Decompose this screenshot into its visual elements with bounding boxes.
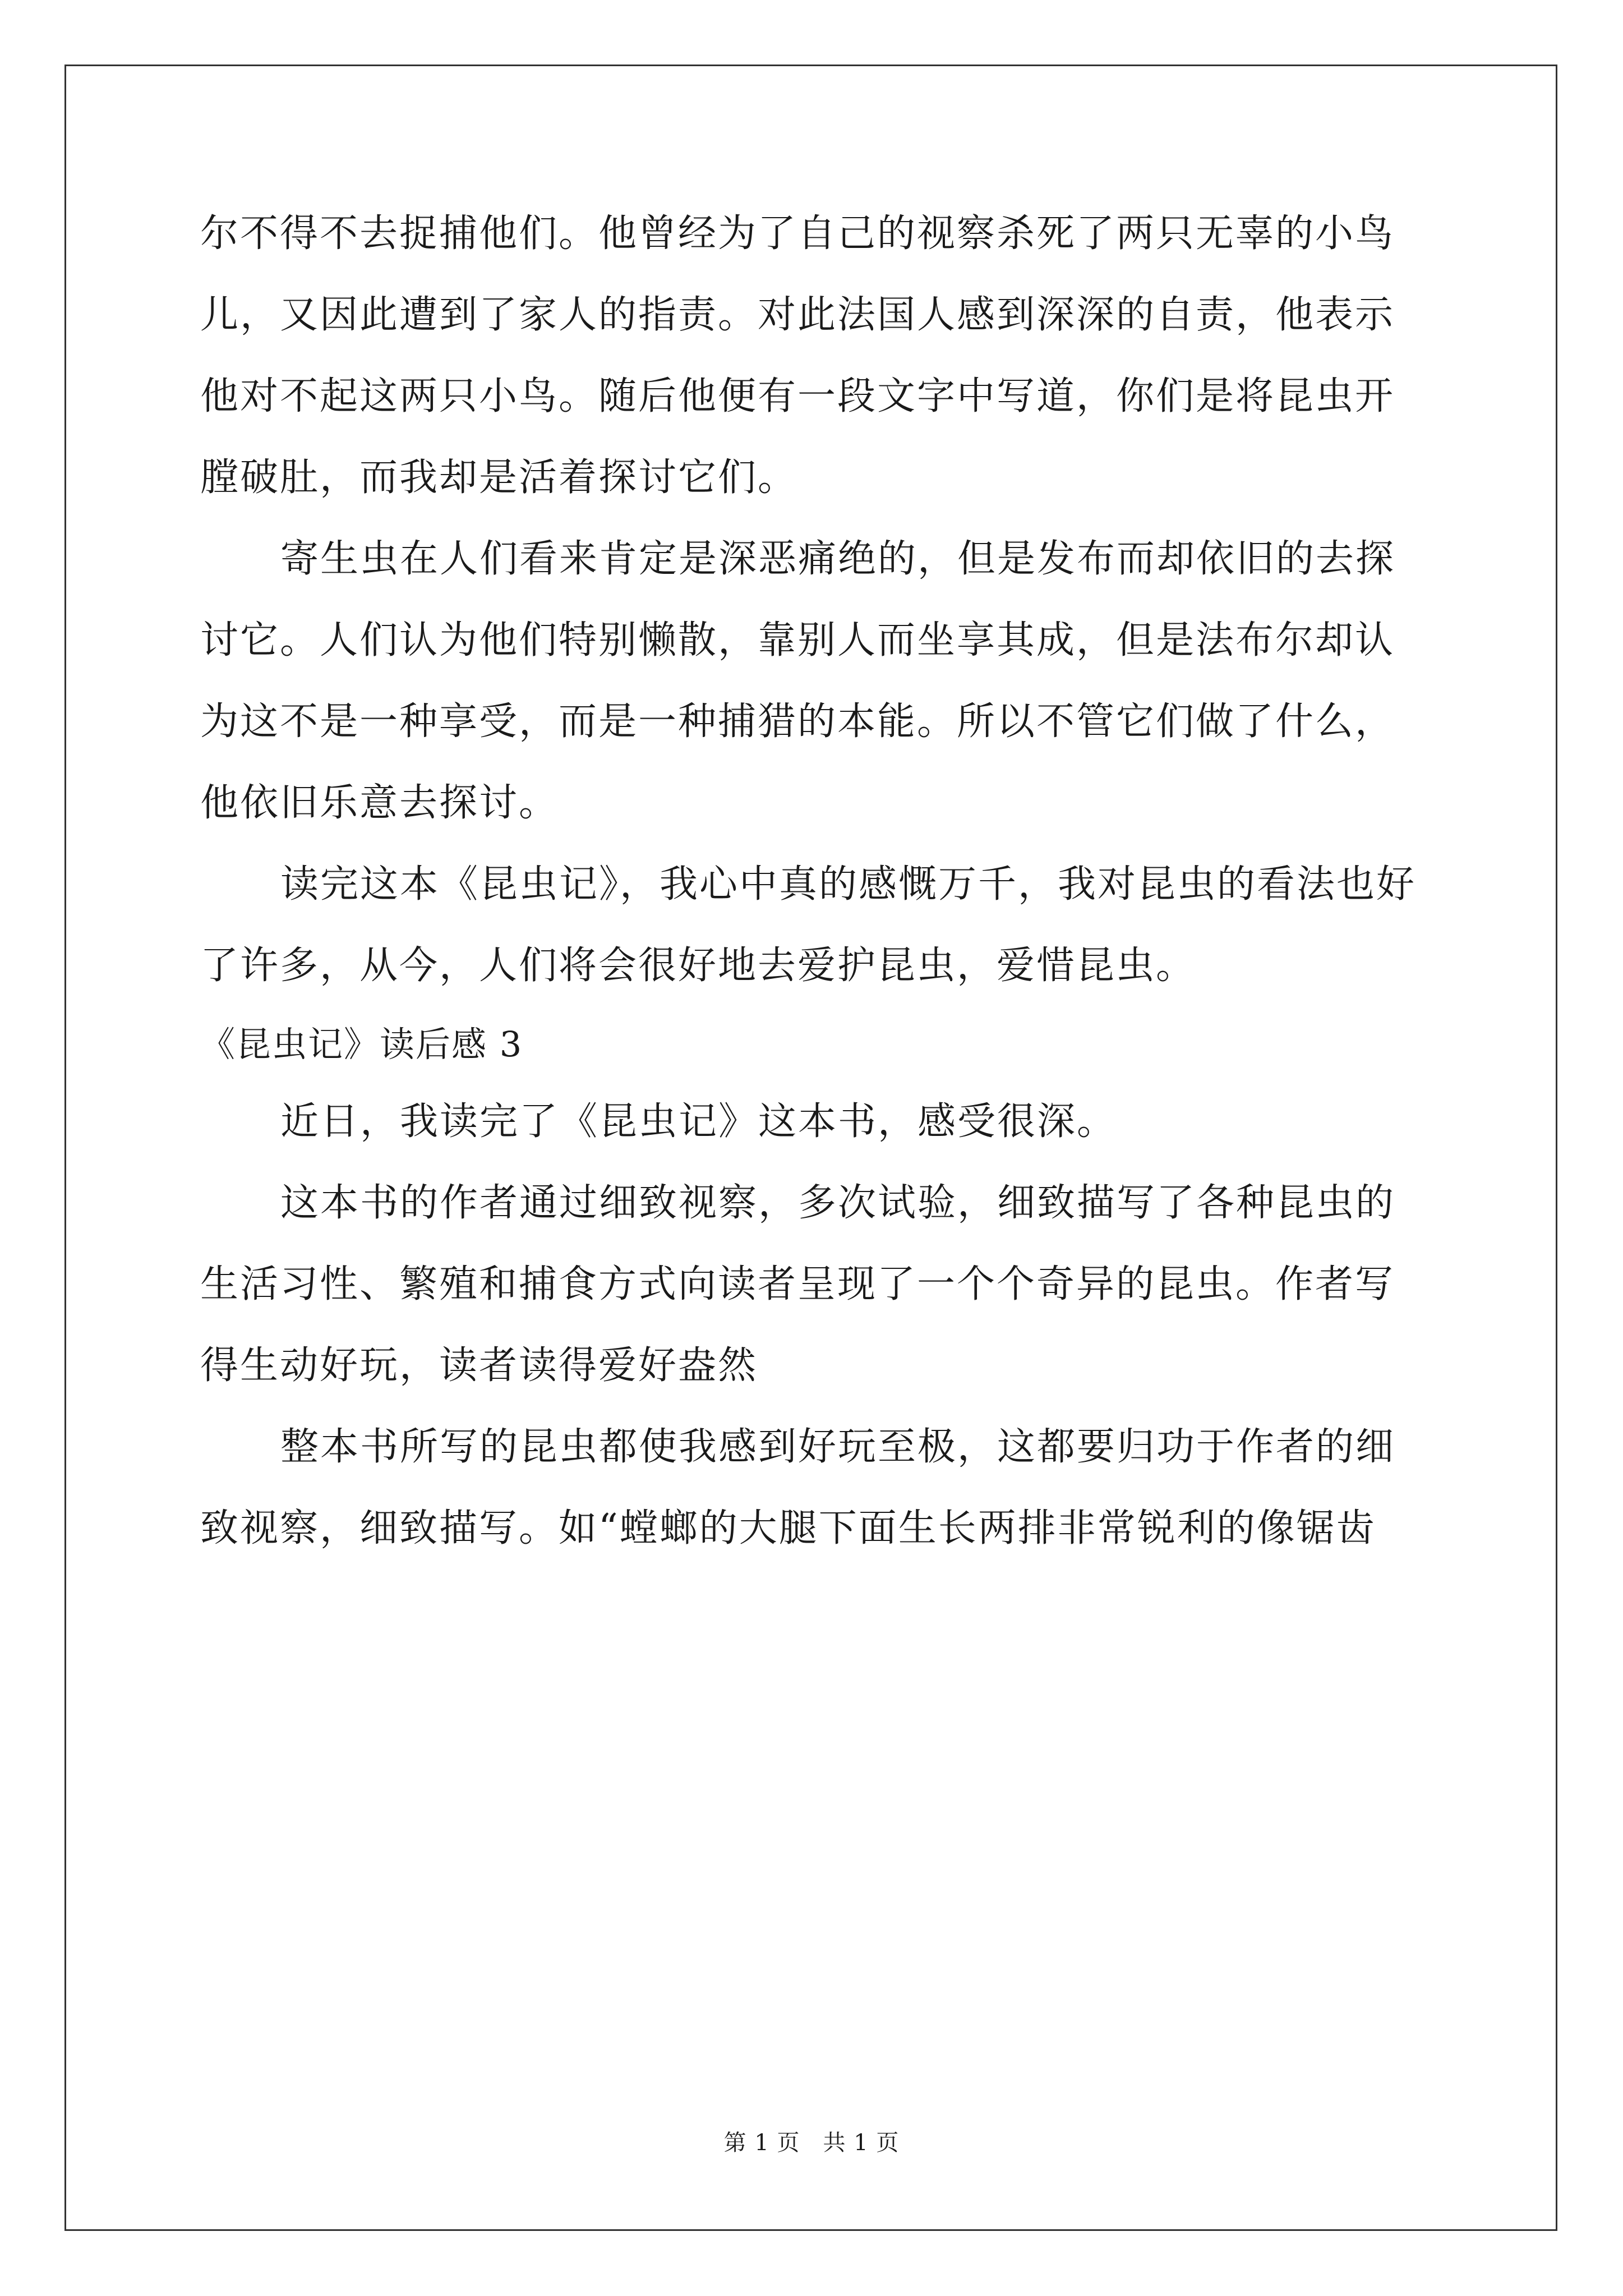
text-line: 儿，又因此遭到了家人的指责。对此法国人感到深深的自责，他表示 xyxy=(200,293,1395,337)
text-line: 生活习性、繁殖和捕食方式向读者呈现了一个个奇异的昆虫。作者写 xyxy=(200,1262,1395,1306)
text-line: 致视察，细致描写。如“螳螂的大腿下面生长两排非常锐利的像锯齿 xyxy=(200,1506,1376,1550)
paragraph-first-line: 整本书所写的昆虫都使我感到好玩至极，这都要归功于作者的细 xyxy=(280,1425,1396,1469)
page-number-footer: 第 1 页 共 1 页 xyxy=(723,2130,900,2156)
text-line: 为这不是一种享受，而是一种捕猎的本能。所以不管它们做了什么， xyxy=(200,700,1395,744)
paragraph-first-line: 寄生虫在人们看来肯定是深恶痛绝的，但是发布而却依旧的去探 xyxy=(280,537,1396,581)
text-line: 了许多，从今，人们将会很好地去爱护昆虫，爱惜昆虫。 xyxy=(200,944,1196,988)
paragraph-first-line: 读完这本《昆虫记》，我心中真的感慨万千，我对昆虫的看法也好 xyxy=(280,862,1417,907)
section-heading: 《昆虫记》读后感 3 xyxy=(200,1024,523,1065)
paragraph-first-line: 近日，我读完了《昆虫记》这本书，感受很深。 xyxy=(280,1099,1117,1144)
paragraph-first-line: 这本书的作者通过细致视察，多次试验，细致描写了各种昆虫的 xyxy=(280,1181,1396,1225)
text-line: 他对不起这两只小鸟。随后他便有一段文字中写道，你们是将昆虫开 xyxy=(200,374,1395,418)
text-line: 他依旧乐意去探讨。 xyxy=(200,781,559,825)
text-line: 尔不得不去捉捕他们。他曾经为了自己的视察杀死了两只无辜的小鸟 xyxy=(200,211,1395,256)
text-line: 讨它。人们认为他们特别懒散，靠别人而坐享其成，但是法布尔却认 xyxy=(200,618,1395,662)
text-line: 得生动好玩，读者读得爱好盎然 xyxy=(200,1343,758,1388)
text-line: 膛破肚，而我却是活着探讨它们。 xyxy=(200,455,798,500)
